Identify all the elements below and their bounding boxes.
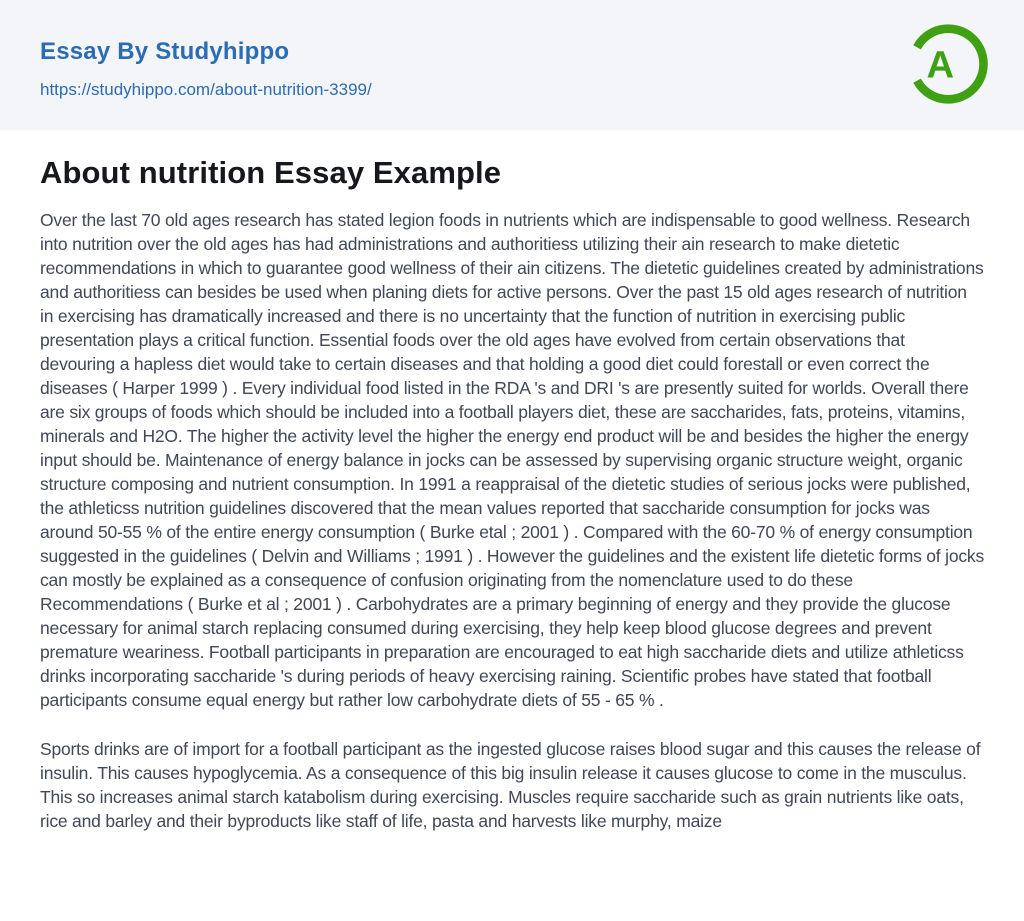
studyhippo-logo[interactable] xyxy=(904,22,988,106)
article-paragraph: Over the last 70 old ages research has stated legion foods in nutrients which are indispensable to good wellness. Research into nutrition over the old ages has had administrations and authoritiess utilizing their ain research to make dietetic recommendations in which to guarantee good wellness of their ain citizens. The dietetic guidelines created by administrations and authoritiess can besides be used when planing diets for active persons. Over the past 15 old ages research of nutrition in exercising has dramatically increased and there is no uncertainty that the function of nutrition in exercising public presentation plays a critical function. Essential foods over the old ages have evolved from certain observations that devouring a hapless diet would take to certain diseases and that holding a good diet could forestall or even correct the diseases ( Harper 1999 ) . Every individual food listed in the RDA 's and DRI 's are presently suited for worlds. Overall there are six groups of foods which should be included into a football players diet, these are saccharides, fats, proteins, vitamins, minerals and H2O. The higher the activity level the higher the energy end product will be and besides the higher the energy input should be. Maintenance of energy balance in jocks can be assessed by supervising organic structure weight, organic structure composing and nutrient consumption. In 1991 a reappraisal of the dietetic studies of serious jocks were published, the athleticss nutrition guidelines discovered that the mean values reported that saccharide consumption for jocks was around 50-55 % of the entire energy consumption ( Burke etal ; 2001 ) . Compared with the 60-70 % of energy consumption suggested in the guidelines ( Delvin and Williams ; 1991 ) . However the guidelines and the existent life dietetic forms of jocks can mostly be explained as a consequence of confusion originating from the nomenclature used to do these Recommendations ( Burke et al ; 2001 ) . Carbohydrates are a primary beginning of energy and they provide the glucose necessary for animal starch replacing consumed during exercising, they help keep blood glucose degrees and prevent premature weariness. Football participants in preparation are encouraged to eat high saccharide diets and utilize athleticss drinks incorporating saccharide 's during periods of heavy exercising raining. Scientific probes have stated that football participants consume equal energy but rather low carbohydrate diets of 55 - 65 % . xyxy=(40,210,985,710)
page-header xyxy=(0,0,1024,130)
article-page xyxy=(0,130,1024,833)
logo-letter: A xyxy=(926,43,955,87)
article-body xyxy=(40,208,984,833)
article-title: About nutrition Essay Example xyxy=(40,155,502,190)
site-label-link[interactable]: Essay By Studyhippo xyxy=(40,38,290,65)
logo-arc-icon xyxy=(904,22,988,106)
article-paragraph: Sports drinks are of import for a football participant as the ingested glucose raises blood sugar and this causes the release of insulin. This causes hypoglycemia. As a consequence of this big insulin release it causes glucose to come in the musculus. This so increases animal starch katabolism during exercising. Muscles require saccharide such as grain nutrients like oats, rice and barley and their byproducts like staff of life, pasta and harvests like murphy, maize xyxy=(40,739,981,831)
page-url-link[interactable]: https://studyhippo.com/about-nutrition-3399/ xyxy=(40,80,372,99)
